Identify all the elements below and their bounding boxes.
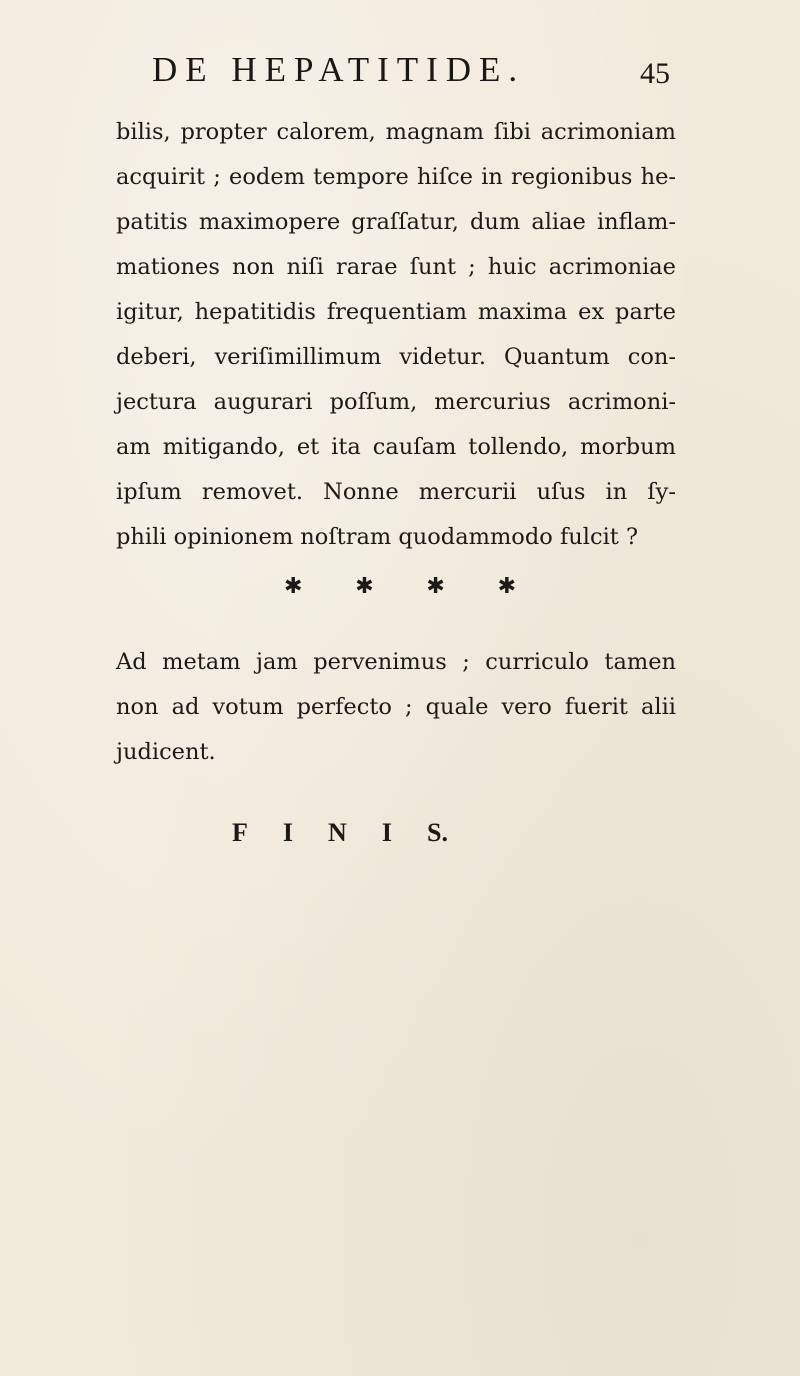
finis-letter: I — [282, 818, 294, 847]
text-line: deberi, veriſimillimum videtur. Quantum con- — [116, 344, 676, 370]
asterisk-icon: ✱ — [426, 574, 445, 599]
paragraph-1 — [116, 110, 676, 560]
finis-colophon — [232, 818, 448, 848]
text-line: non ad votum perfecto ; quale vero fuerit alii — [116, 694, 676, 720]
text-line: am mitigando, et ita cauſam tollendo, morbum — [116, 434, 676, 460]
section-separator — [284, 574, 516, 599]
text-line: jectura augurari poſſum, mercurius acrimoni- — [116, 389, 676, 415]
text-line: mationes non niſi rarae ſunt ; huic acrimoniae — [116, 254, 676, 280]
finis-letter: F — [232, 818, 248, 847]
text-line: Ad metam jam pervenimus ; curriculo tamen — [116, 649, 676, 675]
text-line: patitis maximopere graſſatur, dum aliae inflam- — [116, 209, 676, 235]
asterisk-icon: ✱ — [284, 574, 303, 599]
text-line: judicent. — [116, 739, 216, 765]
asterisk-icon: ✱ — [497, 574, 516, 599]
text-line: acquirit ; eodem tempore hiſce in regionibus he- — [116, 164, 676, 190]
text-line: bilis, propter calorem, magnam ſibi acrimoniam — [116, 119, 676, 145]
finis-letter: S. — [426, 818, 448, 847]
paragraph-2 — [116, 640, 676, 775]
finis-letter: N — [328, 818, 347, 847]
running-title: DE HEPATITIDE. — [152, 50, 526, 89]
asterisk-icon: ✱ — [355, 574, 374, 599]
finis-letter: I — [381, 818, 392, 847]
text-line: phili opinionem noſtram quodammodo fulcit ? — [116, 524, 639, 550]
text-line: ipſum removet. Nonne mercurii uſus in ſy- — [116, 479, 676, 505]
text-line: igitur, hepatitidis frequentiam maxima ex parte — [116, 299, 676, 325]
page-number: 45 — [640, 57, 670, 90]
